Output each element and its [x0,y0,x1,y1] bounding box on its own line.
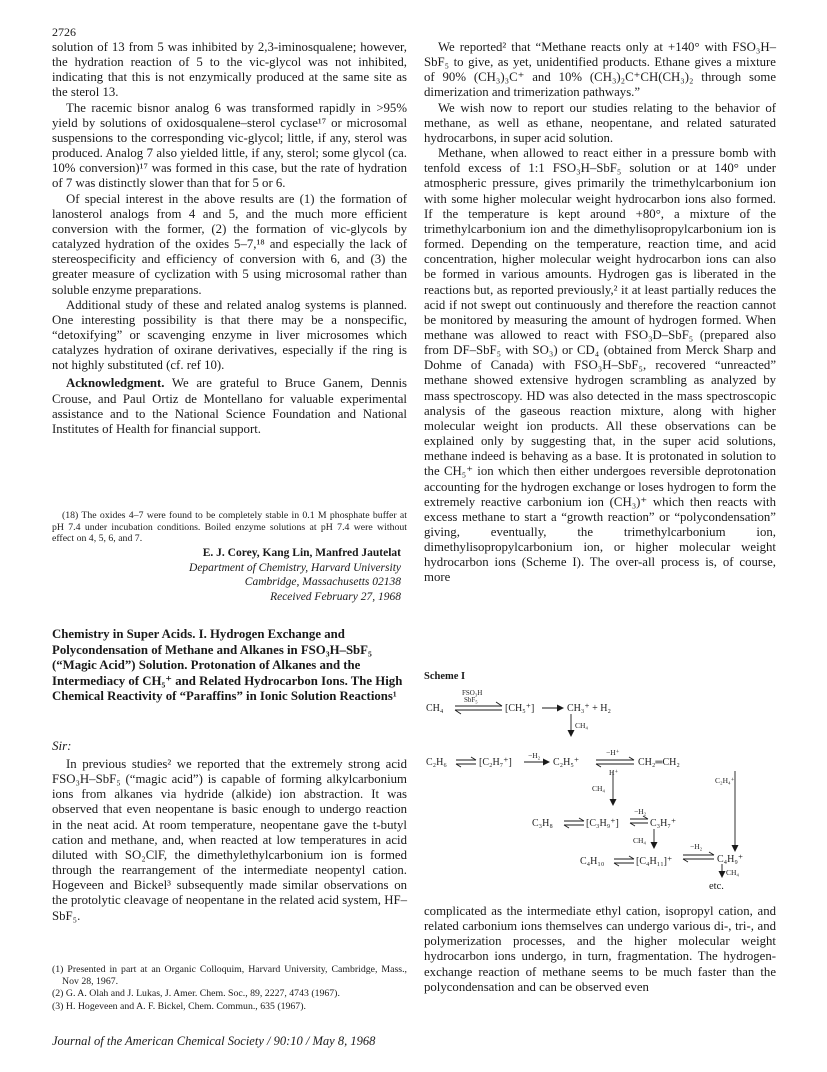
butanium-ion: [C₄H₁₁]⁺ [636,856,673,867]
reaction-scheme [424,683,776,879]
affiliation-line: Cambridge, Massachusetts 02138 [244,576,401,588]
received-date: Received February 27, 1968 [270,590,401,603]
page-number: 2726 [52,25,76,39]
footnote: (2) G. A. Olah and J. Lukas, J. Amer. Chem. Soc., 89, 2227, 4743 (1967). [52,988,340,1000]
authors: E. J. Corey, Kang Lin, Manfred Jautelat [202,547,401,559]
footnote-text: (18) The oxides 4–7 were found to be completely stable in 0.1 M phosphate buffer at pH 7.4 under incubation conditions. Boiled enzyme solutions at pH 7.4 were without effect on 4, 5, 6, and 7. [52,510,407,545]
methanium-ion: [CH₅⁺] [505,703,535,714]
right-column-bottom [424,904,776,995]
article-body-left [52,757,407,924]
reagent-ch4: CH₄ [592,784,606,793]
reagent-ch4: CH₄ [726,868,740,877]
footnote: (3) H. Hogeveen and A. F. Bickel, Chem. Commun., 635 (1967). [52,1001,306,1013]
author-block [52,546,401,604]
footnotes [52,964,407,1014]
reagent-c2h4: C₂H₄⁺ [715,776,735,785]
ethane: C₂H₆ [426,757,447,768]
left-column-top [52,40,407,437]
paragraph: We wish now to report our studies relating to the behavior of methane, as well as ethane, neopentane, and related saturated hydrocarbons, in super acid solution. [424,100,776,145]
paragraph: Additional study of these and related analog systems is planned. One interesting possibility is that there may be a nonspecific, “detoxifying” or scavenging enzyme in liver microsomes which catalyzes hydration of oxirane derivatives, especially if the ring is not highly substituted (cf. ref 10). [52,297,407,373]
footnote-18 [52,510,407,546]
paragraph: We reported² that “Methane reacts only at +140° with FSO₃H–SbF₅ to give, as yet, unidentified products. Ethane gives a mixture of 90% (CH₃)₃C⁺ and 10% (CH₃)₂C⁺CH(CH₃)₂ through some dimerization and trimerization pathways.” [424,40,776,100]
reagent-sbf5: SbF₅ [464,696,478,704]
paragraph: Of special interest in the above results are (1) the formation of lanosterol analogs from 4 and 5, and the much more efficient conversion with the former, (2) the formation of vic-glycols by catalyzed hydration of the oxides 5–7,¹⁸ and especially the lack of stereospecificity and efficiency of conversion with 6, and (3) the greater measure of cyclization with 5 using microsomal rather than soluble enzyme preparations. [52,191,407,297]
ethyl-cation: C₂H₅⁺ [553,757,580,768]
footnote: (1) Presented in part at an Organic Colloquim, Harvard University, Cambridge, Mass., Nov 28, 1967. [52,964,407,987]
methane: CH₄ [426,703,444,714]
acknowledgment [52,376,407,437]
acknowledgment-heading: Acknowledgment. [66,376,165,391]
butane: C₄H₁₀ [580,856,605,867]
loss-h2: −H₂ [690,842,703,851]
loss-proton: −H⁺ [606,748,620,757]
propyl-cation: C₃H₇⁺ [650,818,677,829]
propanium-ion: [C₃H₉⁺] [586,818,619,829]
ethanium-ion: [C₂H₇⁺] [479,757,512,768]
reagent-ch4: CH₄ [575,721,589,730]
journal-footer: Journal of the American Chemical Society / 90:10 / May 8, 1968 [52,1034,376,1048]
loss-h2: −H₂ [634,807,647,816]
paragraph: In previous studies² we reported that the extremely strong acid FSO₃H–SbF₅ (“magic acid”) is capable of forming alkylcarbonium ions from alkanes via hydride (alkide) ion abstraction. It was observed that even neopentane is basic enough to undergo reaction in the neat acid. At room temperature, neopentane gave the t-butyl cation and methane, and, when reacted at low temperatures in acid diluted with SO₂ClF, the dimethylethylcarbonium ion is formed through the rearrangement of the intermediate neopentyl cation. Hogeveen and Bickel³ subsequently made similar observations on the protolytic cleavage of neopentane in the related acid system, HF–SbF₅. [52,757,407,923]
ethylene: CH₂═CH₂ [638,757,680,768]
reagent-ch4: CH₄ [633,836,647,845]
loss-h2: −H₂ [528,751,541,760]
salutation: Sir: [52,738,72,753]
paragraph: solution of 13 from 5 was inhibited by 2,3-iminosqualene; however, the hydration reaction of 5 to the vic-glycol was not inhibited, indicating that this is not enzymically produced at the same site as the sterol 13. [52,40,407,100]
paragraph: The racemic bisnor analog 6 was transformed rapidly in >95% yield by solutions of oxidosqualene–sterol cyclase¹⁷ or microsomal suspensions to the corresponding vic-glycol; little, if any, sterol was produced. Analog 7 also yielded little, if any, sterol; some glycol (ca. 10% conversion)¹⁷ was formed in this case, but the rate of hydration of 7 was distinctly slower than that for 5 or 6. [52,100,407,191]
scheme-etc: etc. [709,881,724,892]
paragraph: Methane, when allowed to react either in a pressure bomb with tenfold excess of 1:1 FSO₃H–SbF₅ solution or at 140° under atmospheric pressure, gives primarily the trimethylcarbonium ion with some higher molecular weight hydrocarbon ions also formed. If the temperature is kept around +80°, a mixture of the trimethylcarbonium ion and the dimethylisopropylcarbonium ion is formed. Depending on the temperature, reaction time, and acid concentration, higher molecular weight hydrocarbon ions can also be formed in various amounts. Hydrogen gas is liberated in the reactions but, as reported previously,² it at least partially reduces the acid if not swept out continuously and therefore the reaction cannot be monitored by measuring the amount of hydrogen formed. When methane was allowed to react with FSO₃D–SbF₅ (prepared also from DF–SbF₅ with SO₃) or CD₄ (obtained from Merck Sharp and Dohme of Canada) with FSO₃H–SbF₅, recovered “unreacted” methane showed extensive hydrogen scrambling as analyzed by mass spectroscopy. HD was also detected in the mass spectroscopic analysis of the gaseous reaction mixture, along with higher molecular weight ion products. All these observations can be explained only by suggesting that, in the super acid solutions, methane indeed is behaving as a base. It is protonated in solution to the CH₅⁺ ion which then either undergoes reversible deprotonation accounting for the hydrogen exchange or loses hydrogen to form the extremely reactive carbonium ion (CH₃)⁺ which then reacts with excess methane to start a “growth reaction” or “polycondensation” giving, eventually, the trimethylcarbonium ion, dimethylisopropylcarbonium ion, or higher molecular weight hydrocarbon ions (Scheme I). The over-all process is, of course, more [424,146,776,585]
right-column-top [424,40,776,586]
proton: H⁺ [609,768,619,777]
affiliation-line: Department of Chemistry, Harvard University [189,561,401,574]
acknowledgment-text: We are grateful to Bruce Ganem, Dennis Crouse, and Paul Ortiz de Montellano for valuable experimental assistance and to the National Science Foundation and National Institutes of Health for financial support. [52,376,408,436]
scheme-label: Scheme I [424,671,466,682]
methyl-cation-hydrogen: CH₃⁺ + H₂ [567,703,612,714]
reagent-fso3h: FSO₃H [462,689,483,697]
butyl-cation: C₄H₉⁺ [717,854,744,865]
propane: C₃H₈ [532,818,553,829]
article-title: Chemistry in Super Acids. I. Hydrogen Exchange and Polycondensation of Methane and Alkanes in FSO₃H–SbF₅ (“Magic Acid”) Solution. Protonation of Alkanes and the Intermediacy of CH₅⁺ and Related Hydrocarbon Ions. The High Chemical Reactivity of “Paraffins” in Ionic Solution Reactions¹ [52,627,403,704]
paragraph: complicated as the intermediate ethyl cation, isopropyl cation, and related carbonium ions themselves can undergo various di-, tri-, and polymerization processes, and the higher molecular weight hydrocarbon ions undergo, in turn, fragmentation. The hydrogen-exchange reaction of methane seems to be much faster than the polycondensation and can be observed even [424,904,776,994]
